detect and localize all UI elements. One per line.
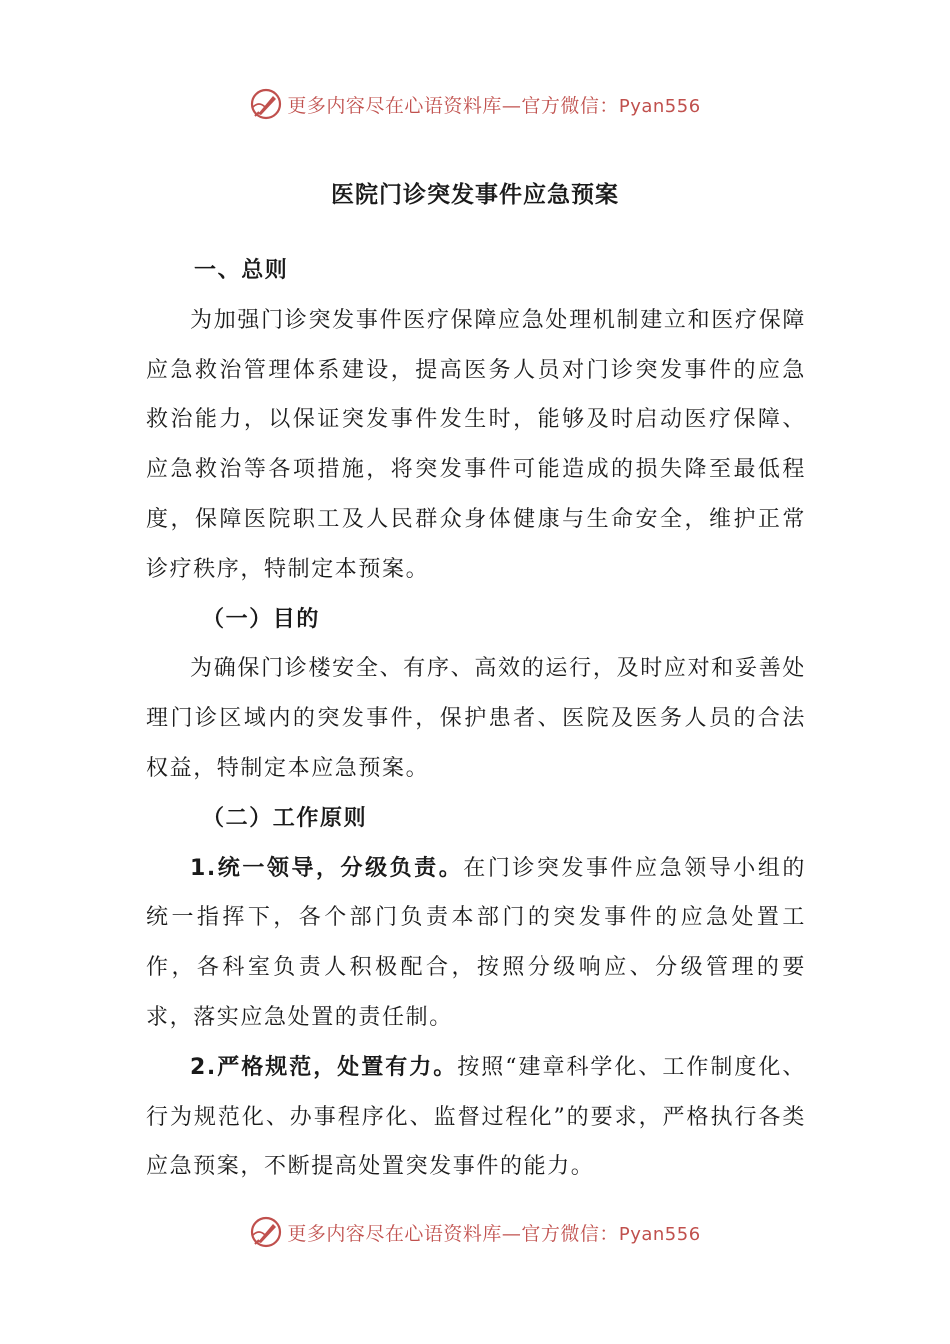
watermark-banner-bottom [0,1212,950,1252]
paragraph-principle-1 [146,844,806,1043]
section-heading-general: 一、总则 [194,258,289,283]
principle-1-text: 在门诊突发事件应急领导小组的统一指挥下，各个部门负责本部门的突发事件的应急处置工作，各科室负责人积极配合，按照分级响应、分级管理的要求，落实应急处置的责任制。 [146,855,806,1030]
principle-1-lead: 1.统一领导，分级负责。 [190,855,464,881]
watermark-text: 更多内容尽在心语资料库—官方微信：Pyan556 [287,1222,701,1245]
principle-2-text: 按照“建章科学化、工作制度化、行为规范化、办事程序化、监督过程化”的要求，严格执行各类应急预案，不断提高处置突发事件的能力。 [146,1054,806,1180]
subsection-heading-purpose: （一）目的 [202,606,321,632]
principle-2-lead: 2.严格规范，处置有力。 [190,1054,458,1080]
watermark-banner-top [0,84,950,124]
quill-pen-logo-icon [249,1215,283,1249]
paragraph-principle-2 [146,1043,806,1192]
wechat-id: Pyan556 [618,95,701,117]
paragraph-purpose: 为确保门诊楼安全、有序、高效的运行，及时应对和妥善处理门诊区域内的突发事件，保护患者、医院及医务人员的合法权益，特制定本应急预案。 [146,656,806,781]
watermark-text: 更多内容尽在心语资料库—官方微信：Pyan556 [287,94,701,117]
subsection-heading-principles: （二）工作原则 [202,805,368,831]
paragraph-general: 为加强门诊突发事件医疗保障应急处理机制建立和医疗保障应急救治管理体系建设，提高医务人员对门诊突发事件的应急救治能力，以保证突发事件发生时，能够及时启动医疗保障、应急救治等各项措施，将突发事件可能造成的损失降至最低程度，保障医院职工及人民群众身体健康与生命安全，维护正常诊疗秩序，特制定本预案。 [146,307,806,582]
document-title: 医院门诊突发事件应急预案 [331,182,619,208]
document-body [146,246,806,1192]
wechat-id: Pyan556 [618,1223,701,1245]
quill-pen-logo-icon [249,87,283,121]
